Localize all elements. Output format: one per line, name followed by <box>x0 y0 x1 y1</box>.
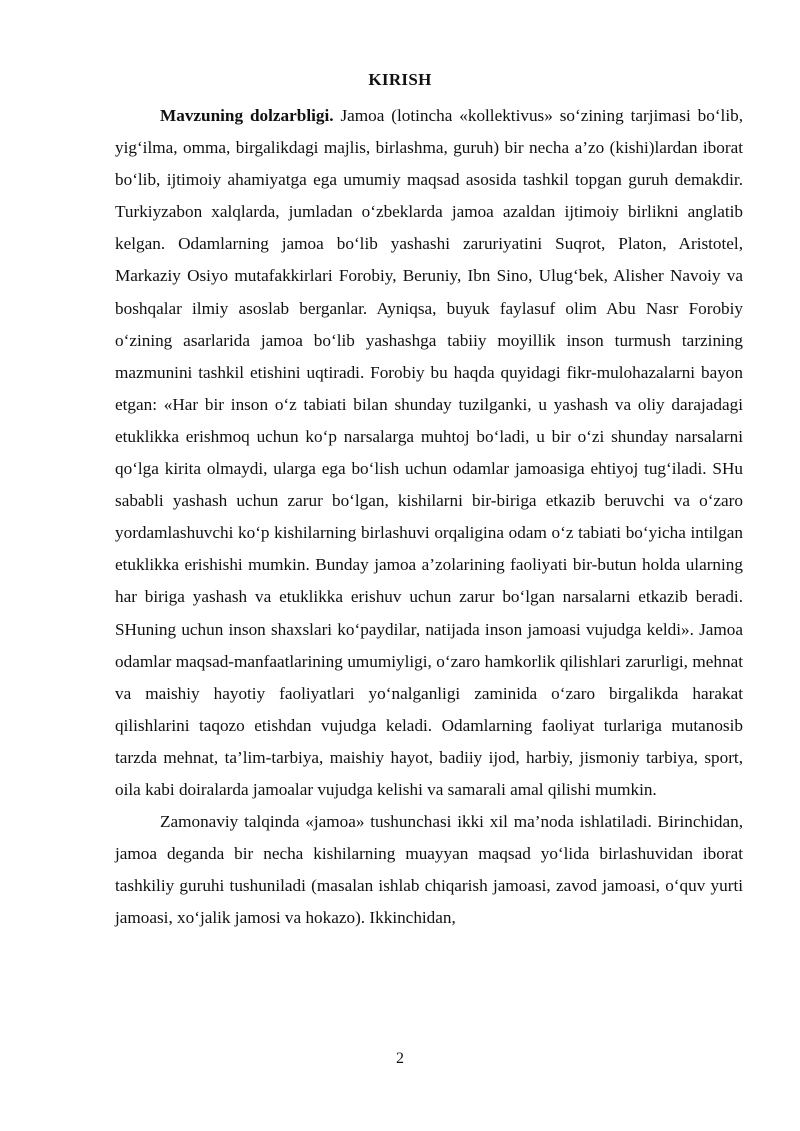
paragraph-2 <box>115 806 743 934</box>
body-text <box>115 100 743 934</box>
paragraph-1 <box>115 100 743 806</box>
page-number: 2 <box>396 1050 404 1067</box>
paragraph-1-text: Jamoa (lotincha «kollektivus» so‘zining tarjimasi bo‘lib, yig‘ilma, omma, birgalikdagi majlis, birlashma, guruh) bir necha a’zo (kishi)lardan iborat bo‘lib, ijtimoiy ahamiyatga ega umumiy maqsad asosida tashkil topgan guruh demakdir. Turkiyzabon xalqlarda, jumladan o‘zbeklarda jamoa azaldan ijtimoiy birlikni anglatib kelgan. Odamlarning jamoa bo‘lib yashashi zaruriyatini Suqrot, Platon, Aristotel, Markaziy Osiyo mutafakkirlari Forobiy, Beruniy, Ibn Sino, Ulug‘bek, Alisher Navoiy va boshqalar ilmiy asoslab berganlar. Ayniqsa, buyuk faylasuf olim Abu Nasr Forobiy o‘zining asarlarida jamoa bo‘lib yashashga tabiiy moyillik inson turmush tarzining mazmunini tashkil etishini uqtiradi. Forobiy bu haqda quyidagi fikr-mulohazalarni bayon etgan: «Har bir inson o‘z tabiati bilan shunday tuzilganki, u yashash va oliy darajadagi etuklikka erishmoq uchun ko‘p narsalarga muhtoj bo‘ladi, u bir o‘zi shunday narsalarni qo‘lga kirita olmaydi, ularga ega bo‘lish uchun odamlar jamoasiga ehtiyoj tug‘iladi. SHu sababli yashash uchun zarur bo‘lgan, kishilarni bir-biriga etkazib beruvchi va o‘zaro yordamlashuvchi ko‘p kishilarning birlashuvi orqaligina odam o‘z tabiati bo‘yicha intilgan etuklikka erishishi mumkin. Bunday jamoa a’zolarining faoliyati bir-butun holda ularning har biriga yashash va etuklikka erishuv uchun zarur bo‘lgan narsalarni etkazib beradi. SHuning uchun inson shaxslari ko‘paydilar, natijada inson jamoasi vujudga keldi». Jamoa odamlar maqsad-manfaatlarining umumiyligi, o‘zaro hamkorlik qilishlari zarurligi, mehnat va maishiy hayotiy faoliyatlari yo‘nalganligi zaminida o‘zaro birgalikda harakat qilishlarini taqozo etishdan vujudga keladi. Odamlarning faoliyat turlariga mutanosib tarzda mehnat, ta’lim-tarbiya, maishiy hayot, badiiy ijod, harbiy, jismoniy tarbiya, sport, oila kabi doiralarda jamoalar vujudga kelishi va samarali amal qilishi mumkin. <box>115 106 743 799</box>
paragraph-2-text: Zamonaviy talqinda «jamoa» tushunchasi ikki xil ma’noda ishlatiladi. Birinchidan, jamoa deganda bir necha kishilarning muayyan maqsad yo‘lida birlashuvidan iborat tashkiliy guruhi tushuniladi (masalan ishlab chiqarish jamoasi, zavod jamoasi, o‘quv yurti jamoasi, xo‘jalik jamosi va hokazo). Ikkinchidan, <box>115 812 743 928</box>
page-title: KIRISH <box>368 70 432 89</box>
paragraph-lead: Mavzuning dolzarbligi. <box>160 106 334 125</box>
